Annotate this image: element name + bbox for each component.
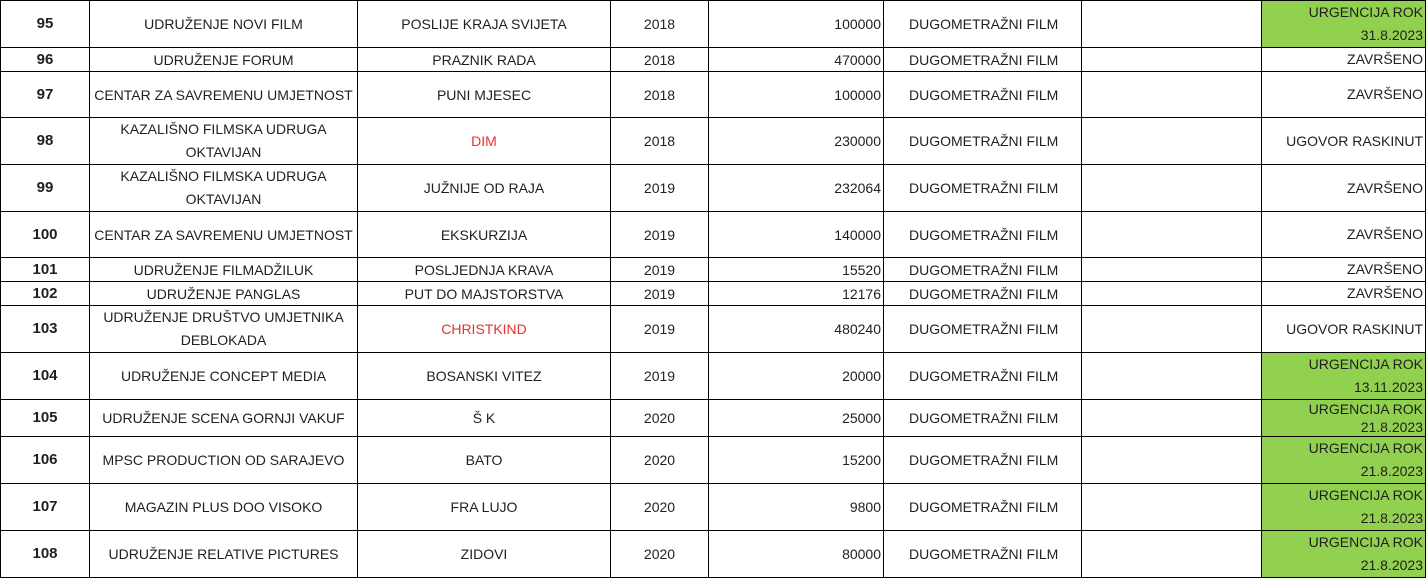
type-cell: DUGOMETRAŽNI FILM [884, 437, 1082, 484]
amount-cell: 25000 [709, 400, 884, 437]
organization-cell: MAGAZIN PLUS DOO VISOKO [90, 484, 358, 531]
organization-cell: CENTAR ZA SAVREMENU UMJETNOST [90, 72, 358, 118]
status-cell: URGENCIJA ROK 21.8.2023 [1262, 400, 1426, 437]
title-cell: POSLJEDNJA KRAVA [358, 258, 611, 282]
year-cell: 2019 [611, 306, 709, 353]
year-cell: 2020 [611, 484, 709, 531]
note-cell [1082, 1, 1262, 48]
row-number: 104 [1, 353, 90, 400]
row-number: 107 [1, 484, 90, 531]
note-cell [1082, 165, 1262, 212]
row-number: 96 [1, 48, 90, 72]
row-number: 108 [1, 531, 90, 578]
year-cell: 2019 [611, 353, 709, 400]
year-cell: 2019 [611, 258, 709, 282]
amount-cell: 100000 [709, 1, 884, 48]
organization-cell: UDRUŽENJE FORUM [90, 48, 358, 72]
amount-cell: 140000 [709, 212, 884, 258]
type-cell: DUGOMETRAŽNI FILM [884, 400, 1082, 437]
table-body [1, 1, 1426, 578]
year-cell: 2018 [611, 48, 709, 72]
year-cell: 2018 [611, 118, 709, 165]
table-row [1, 531, 1426, 578]
row-number: 102 [1, 282, 90, 306]
amount-cell: 100000 [709, 72, 884, 118]
type-cell: DUGOMETRAŽNI FILM [884, 118, 1082, 165]
title-cell: PUNI MJESEC [358, 72, 611, 118]
status-cell: ZAVRŠENO [1262, 212, 1426, 258]
note-cell [1082, 437, 1262, 484]
row-number: 95 [1, 1, 90, 48]
year-cell: 2019 [611, 165, 709, 212]
type-cell: DUGOMETRAŽNI FILM [884, 258, 1082, 282]
organization-cell: CENTAR ZA SAVREMENU UMJETNOST [90, 212, 358, 258]
type-cell: DUGOMETRAŽNI FILM [884, 282, 1082, 306]
note-cell [1082, 400, 1262, 437]
year-cell: 2018 [611, 72, 709, 118]
status-cell: URGENCIJA ROK 21.8.2023 [1262, 484, 1426, 531]
title-cell: CHRISTKIND [358, 306, 611, 353]
amount-cell: 15520 [709, 258, 884, 282]
title-cell: Š K [358, 400, 611, 437]
type-cell: DUGOMETRAŽNI FILM [884, 306, 1082, 353]
organization-cell: UDRUŽENJE PANGLAS [90, 282, 358, 306]
row-number: 97 [1, 72, 90, 118]
table-row [1, 118, 1426, 165]
row-number: 101 [1, 258, 90, 282]
status-cell: ZAVRŠENO [1262, 48, 1426, 72]
table-row [1, 353, 1426, 400]
type-cell: DUGOMETRAŽNI FILM [884, 72, 1082, 118]
status-cell: URGENCIJA ROK 21.8.2023 [1262, 437, 1426, 484]
row-number: 106 [1, 437, 90, 484]
table-row [1, 165, 1426, 212]
type-cell: DUGOMETRAŽNI FILM [884, 484, 1082, 531]
title-cell: DIM [358, 118, 611, 165]
title-cell: PUT DO MAJSTORSTVA [358, 282, 611, 306]
type-cell: DUGOMETRAŽNI FILM [884, 212, 1082, 258]
type-cell: DUGOMETRAŽNI FILM [884, 531, 1082, 578]
title-cell: PRAZNIK RADA [358, 48, 611, 72]
amount-cell: 20000 [709, 353, 884, 400]
type-cell: DUGOMETRAŽNI FILM [884, 48, 1082, 72]
status-cell: ZAVRŠENO [1262, 165, 1426, 212]
amount-cell: 480240 [709, 306, 884, 353]
year-cell: 2020 [611, 531, 709, 578]
status-cell: ZAVRŠENO [1262, 72, 1426, 118]
row-number: 103 [1, 306, 90, 353]
status-cell: ZAVRŠENO [1262, 282, 1426, 306]
row-number: 100 [1, 212, 90, 258]
row-number: 99 [1, 165, 90, 212]
note-cell [1082, 282, 1262, 306]
note-cell [1082, 306, 1262, 353]
organization-cell: UDRUŽENJE SCENA GORNJI VAKUF [90, 400, 358, 437]
title-cell: BATO [358, 437, 611, 484]
note-cell [1082, 72, 1262, 118]
amount-cell: 232064 [709, 165, 884, 212]
table-row [1, 437, 1426, 484]
organization-cell: UDRUŽENJE DRUŠTVO UMJETNIKA DEBLOKADA [90, 306, 358, 353]
amount-cell: 12176 [709, 282, 884, 306]
note-cell [1082, 118, 1262, 165]
amount-cell: 80000 [709, 531, 884, 578]
organization-cell: UDRUŽENJE RELATIVE PICTURES [90, 531, 358, 578]
amount-cell: 15200 [709, 437, 884, 484]
type-cell: DUGOMETRAŽNI FILM [884, 353, 1082, 400]
year-cell: 2019 [611, 282, 709, 306]
row-number: 98 [1, 118, 90, 165]
year-cell: 2020 [611, 400, 709, 437]
note-cell [1082, 258, 1262, 282]
table-row [1, 484, 1426, 531]
type-cell: DUGOMETRAŽNI FILM [884, 1, 1082, 48]
status-cell: URGENCIJA ROK 21.8.2023 [1262, 531, 1426, 578]
note-cell [1082, 48, 1262, 72]
title-cell: EKSKURZIJA [358, 212, 611, 258]
status-cell: URGENCIJA ROK 31.8.2023 [1262, 1, 1426, 48]
table-row [1, 306, 1426, 353]
table-row [1, 400, 1426, 437]
status-cell: ZAVRŠENO [1262, 258, 1426, 282]
type-cell: DUGOMETRAŽNI FILM [884, 165, 1082, 212]
status-cell: UGOVOR RASKINUT [1262, 118, 1426, 165]
table-row [1, 72, 1426, 118]
amount-cell: 230000 [709, 118, 884, 165]
organization-cell: UDRUŽENJE CONCEPT MEDIA [90, 353, 358, 400]
note-cell [1082, 484, 1262, 531]
status-cell: UGOVOR RASKINUT [1262, 306, 1426, 353]
table-row [1, 282, 1426, 306]
note-cell [1082, 212, 1262, 258]
amount-cell: 470000 [709, 48, 884, 72]
table-row [1, 258, 1426, 282]
title-cell: ZIDOVI [358, 531, 611, 578]
title-cell: JUŽNIJE OD RAJA [358, 165, 611, 212]
table-row [1, 212, 1426, 258]
title-cell: BOSANSKI VITEZ [358, 353, 611, 400]
row-number: 105 [1, 400, 90, 437]
organization-cell: KAZALIŠNO FILMSKA UDRUGA OKTAVIJAN [90, 118, 358, 165]
note-cell [1082, 353, 1262, 400]
year-cell: 2018 [611, 1, 709, 48]
title-cell: POSLIJE KRAJA SVIJETA [358, 1, 611, 48]
note-cell [1082, 531, 1262, 578]
organization-cell: KAZALIŠNO FILMSKA UDRUGA OKTAVIJAN [90, 165, 358, 212]
year-cell: 2020 [611, 437, 709, 484]
organization-cell: MPSC PRODUCTION OD SARAJEVO [90, 437, 358, 484]
organization-cell: UDRUŽENJE FILMADŽILUK [90, 258, 358, 282]
amount-cell: 9800 [709, 484, 884, 531]
year-cell: 2019 [611, 212, 709, 258]
table-row [1, 1, 1426, 48]
organization-cell: UDRUŽENJE NOVI FILM [90, 1, 358, 48]
table-row [1, 48, 1426, 72]
title-cell: FRA LUJO [358, 484, 611, 531]
status-cell: URGENCIJA ROK 13.11.2023 [1262, 353, 1426, 400]
